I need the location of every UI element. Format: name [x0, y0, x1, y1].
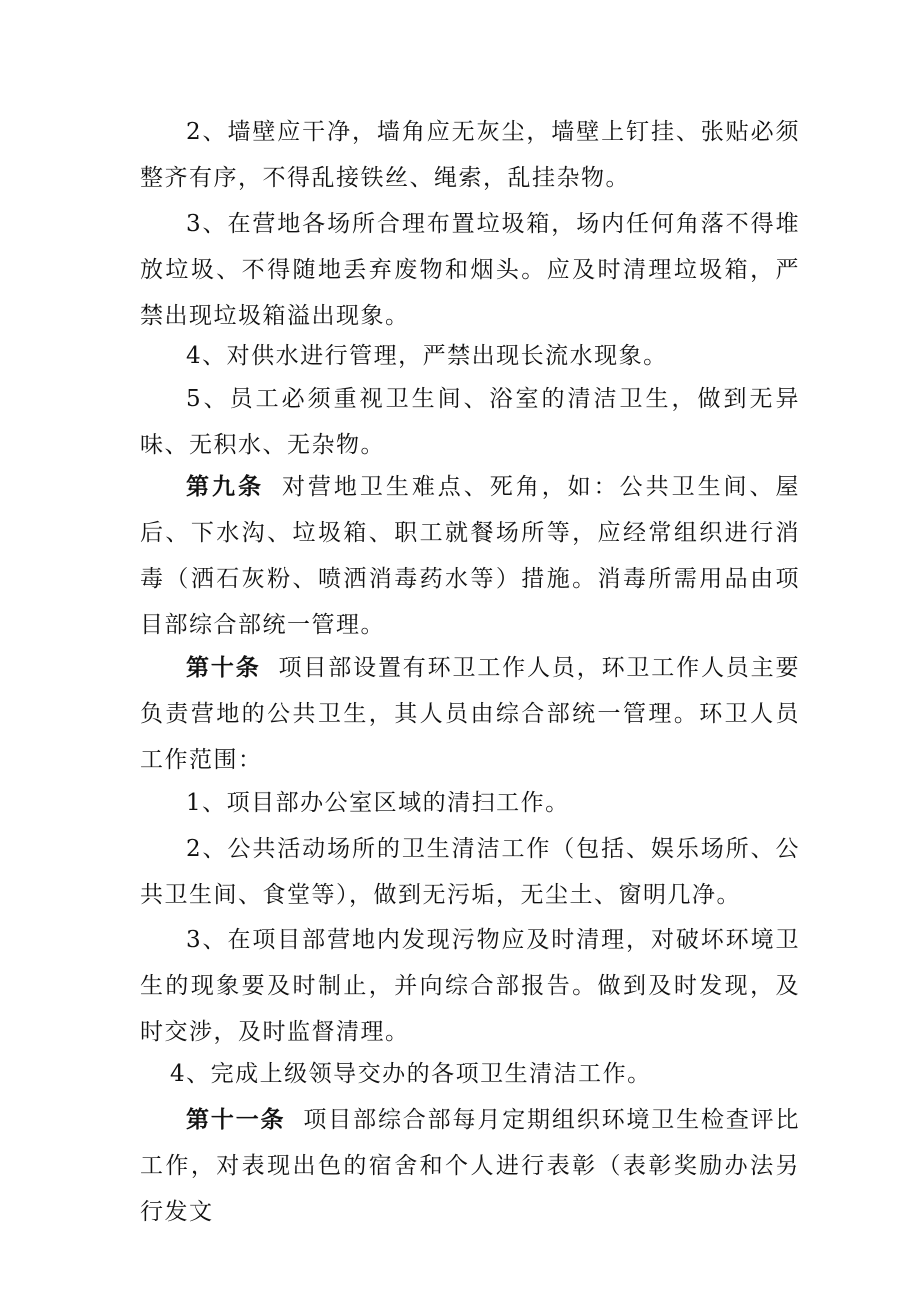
paragraph-text: 项目部设置有环卫工作人员，环卫工作人员主要负责营地的公共卫生，其人员由综合部统一管理。环卫人员工作范围： [140, 655, 801, 773]
paragraph-wall-cleanliness [140, 109, 800, 201]
article-number: 第十条 [186, 654, 261, 681]
paragraph-dirt-removal [140, 917, 800, 1055]
paragraph-text: 2、墙壁应干净，墙角应无灰尘，墙壁上钉挂、张贴必须整齐有序，不得乱接铁丝、绳索，乱挂杂物。 [140, 119, 800, 191]
paragraph-text: 对营地卫生难点、死角，如：公共卫生间、屋后、下水沟、垃圾箱、职工就餐场所等，应经常组织进行消毒（洒石灰粉、喷洒消毒药水等）措施。消毒所需用品由项目部综合部统一管理。 [140, 474, 801, 638]
paragraph-public-areas [140, 826, 800, 918]
paragraph-office-cleaning [140, 780, 800, 826]
paragraph-article-10 [140, 645, 800, 783]
paragraph-text: 4、完成上级领导交办的各项卫生清洁工作。 [170, 1061, 652, 1087]
paragraph-text: 3、在项目部营地内发现污物应及时清理，对破坏环境卫生的现象要及时制止，并向综合部报告。做到及时发现，及时交涉，及时监督清理。 [140, 927, 800, 1045]
article-number: 第九条 [186, 473, 264, 500]
paragraph-article-11 [140, 1097, 800, 1235]
paragraph-text: 4、对供水进行管理，严禁出现长流水现象。 [186, 343, 668, 369]
paragraph-text: 2、公共活动场所的卫生清洁工作（包括、娱乐场所、公共卫生间、食堂等），做到无污垢，无尘土、窗明几净。 [140, 836, 800, 908]
paragraph-text: 1、项目部办公室区域的清扫工作。 [186, 790, 570, 816]
paragraph-water-supply [140, 333, 800, 379]
paragraph-restroom-hygiene [140, 376, 800, 468]
paragraph-garbage-bins [140, 201, 800, 339]
paragraph-text: 5、员工必须重视卫生间、浴室的清洁卫生，做到无异味、无积水、无杂物。 [140, 386, 800, 458]
paragraph-assigned-tasks [140, 1051, 800, 1097]
article-number: 第十一条 [186, 1106, 286, 1133]
paragraph-article-9 [140, 464, 800, 648]
paragraph-text: 项目部综合部每月定期组织环境卫生检查评比工作，对表现出色的宿舍和个人进行表彰（表彰奖励办法另行发文 [140, 1107, 801, 1225]
paragraph-text: 3、在营地各场所合理布置垃圾箱，场内任何角落不得堆放垃圾、不得随地丢弃废物和烟头。应及时清理垃圾箱，严禁出现垃圾箱溢出现象。 [140, 211, 800, 329]
